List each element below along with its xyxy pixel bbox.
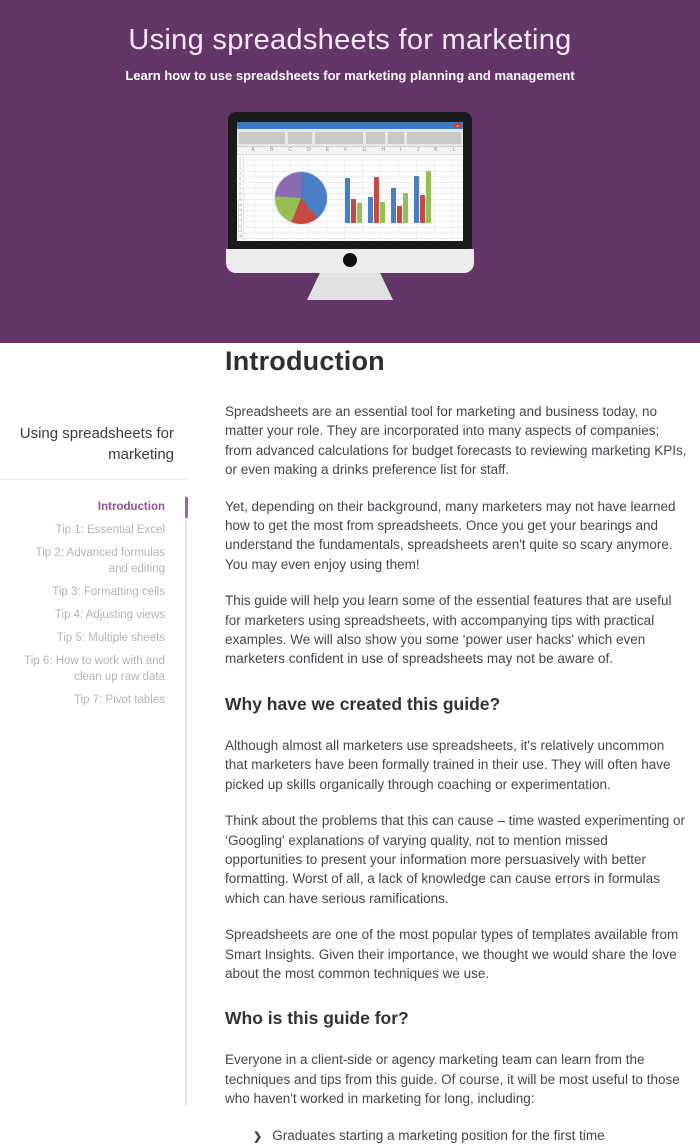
row-number: 7: [238, 186, 242, 192]
monitor-screen: [237, 122, 463, 241]
article: [187, 343, 700, 1143]
monitor-chin: [226, 249, 474, 273]
toc-nav: [0, 496, 187, 1105]
row-number: 3: [238, 165, 242, 171]
hero-banner: [0, 0, 700, 343]
bullet-list: [225, 1126, 688, 1147]
row-number: 8: [238, 191, 242, 197]
spreadsheet-titlebar: [237, 122, 463, 129]
list-item-text: Graduates starting a marketing position for the first time: [272, 1127, 605, 1143]
spreadsheet-grid: [237, 155, 463, 241]
bar: [414, 176, 419, 223]
toolbar-block: [366, 132, 385, 144]
row-number: 5: [238, 175, 242, 181]
toc-item-tip-3[interactable]: Tip 3: Formatting cells: [52, 586, 165, 599]
row-number: 1: [238, 155, 242, 160]
content-area: [0, 343, 700, 1143]
bar: [374, 177, 379, 223]
list-item: [225, 1126, 688, 1147]
toc-item-tip-5[interactable]: Tip 5: Multiple sheets: [56, 632, 165, 645]
bar: [391, 188, 396, 223]
chevron-right-icon: ❯: [253, 1130, 263, 1143]
toc-item-tip-6[interactable]: Tip 6: How to work with and clean up raw data: [24, 655, 165, 684]
row-number: 4: [238, 170, 242, 176]
toolbar-block: [407, 132, 461, 144]
bar: [426, 171, 431, 223]
row-number: 2: [238, 160, 242, 166]
row-number: 13: [237, 217, 243, 223]
toc-item-tip-7[interactable]: Tip 7: Pivot tables: [74, 694, 165, 707]
column-letter: K: [434, 147, 438, 153]
page-title: Using spreadsheets for marketing: [128, 24, 572, 56]
column-letter: B: [269, 147, 274, 153]
sidebar-title: Using spreadsheets for marketing: [19, 425, 174, 464]
row-number: 12: [237, 212, 243, 218]
article-heading: Introduction: [225, 346, 385, 376]
bar: [357, 203, 362, 223]
bar-group: [368, 177, 385, 223]
bar-group: [345, 178, 362, 223]
paragraph: Spreadsheets are one of the most popular types of templates available from Smart Insights. Given their importance, we thought we would share the love about the most common techniques we use.: [225, 927, 679, 981]
bar-group: [391, 188, 408, 223]
monitor-stand: [307, 273, 393, 300]
toolbar-block: [315, 132, 363, 144]
paragraph: Spreadsheets are an essential tool for marketing and business today, no matter your role. They are incorporated into many aspects of companies; from advanced calculations for budget forecasts to reviewing marketing KPIs, or even making a drinks preference list for staff.: [225, 404, 687, 478]
pie-chart: [275, 172, 327, 224]
column-letter: H: [381, 147, 386, 153]
row-number: 14: [237, 222, 243, 228]
monitor-bezel: [228, 112, 472, 249]
spreadsheet-toolbar: [237, 129, 463, 147]
bar: [397, 206, 402, 223]
row-number: 10: [237, 201, 243, 207]
paragraph: Yet, depending on their background, many marketers may not have learned how to get the most from spreadsheets. Once you get your bearings and understand the fundamentals, spreadsheets aren't quite so scary anymore. You may even enjoy using them!: [225, 498, 676, 572]
toc-item-tip-1[interactable]: Tip 1: Essential Excel: [55, 524, 165, 537]
column-letter: J: [416, 147, 420, 153]
toolbar-block: [388, 132, 404, 144]
bar: [420, 195, 425, 223]
toc-item-introduction[interactable]: Introduction: [0, 496, 185, 519]
column-letter: C: [288, 147, 293, 153]
bar: [403, 193, 408, 223]
bar: [368, 197, 373, 223]
bar-chart: [345, 171, 431, 223]
bar: [351, 199, 356, 223]
camera-dot-icon: [343, 253, 357, 267]
row-number: 6: [238, 181, 242, 187]
spreadsheet-column-headers: [237, 147, 463, 155]
hero-subtitle: Learn how to use spreadsheets for marketing planning and management: [125, 68, 575, 83]
column-letter: I: [400, 147, 402, 153]
spreadsheet-row-numbers: [237, 155, 244, 241]
bar-group: [414, 171, 431, 223]
row-number: 15: [237, 227, 243, 233]
bar: [345, 178, 350, 223]
toolbar-block: [239, 132, 285, 144]
imac-illustration: [0, 112, 700, 300]
column-letter: G: [362, 147, 367, 153]
paragraph: Although almost all marketers use spreadsheets, it's relatively uncommon that marketers have been formally trained in their use. They will often have picked up skills organically through coaching or experimentation.: [225, 737, 671, 792]
section-heading-who: Who is this guide for?: [225, 1008, 409, 1029]
row-number: 11: [237, 207, 243, 213]
paragraph: Everyone in a client-side or agency marketing team can learn from the techniques and tips from this guide. Of course, it will be most useful to those who haven't worked in marketing for long, including:: [225, 1052, 680, 1107]
column-letter: D: [307, 147, 311, 153]
close-icon: x: [454, 123, 461, 128]
section-heading-why: Why have we created this guide?: [225, 693, 501, 714]
paragraph: Think about the problems that this can cause – time wasted experimenting or ‘Googling' explanations of varying quality, not to mention missed opportunities to present your information more persuasively with better formatting. Worst of all, a lack of knowledge can cause errors in formulas which can have serious ramifications.: [225, 813, 685, 906]
sidebar-divider: [0, 479, 187, 480]
toolbar-block: [288, 132, 312, 144]
sidebar: [0, 343, 187, 1105]
column-letter: A: [251, 147, 255, 153]
row-number: 16: [237, 233, 243, 239]
column-letter: E: [325, 147, 330, 153]
column-letter: L: [452, 147, 456, 153]
toc-item-tip-2[interactable]: Tip 2: Advanced formulas and editing: [35, 547, 165, 576]
toc-item-tip-4[interactable]: Tip 4: Adjusting views: [54, 609, 165, 622]
column-letter: F: [344, 147, 348, 153]
bar: [380, 202, 385, 223]
row-number: 9: [238, 196, 242, 202]
paragraph: This guide will help you learn some of the essential features that are useful for marketers using spreadsheets, with accompanying tips with practical examples. We will also show you some ‘power user hacks' which even marketers confident in use of spreadsheets may not be aware of.: [225, 593, 672, 667]
